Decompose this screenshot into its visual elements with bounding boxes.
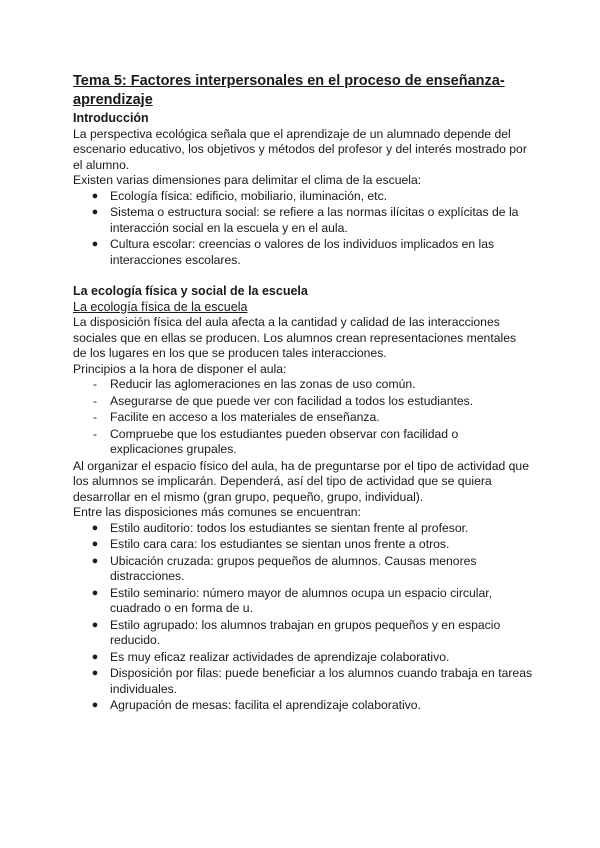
list-item-text: Estilo auditorio: todos los estudiantes se sientan frente al profesor. bbox=[110, 520, 469, 535]
dash-marker: - bbox=[92, 377, 98, 391]
list-item bbox=[73, 650, 533, 666]
list-item-text: Estilo cara cara: los estudiantes se sientan unos frente a otros. bbox=[110, 537, 450, 551]
dash-marker: - bbox=[92, 426, 98, 441]
arrangements-bullet-list bbox=[73, 521, 533, 714]
list-item bbox=[73, 427, 533, 458]
list-item-text: Asegurarse de que puede ver con facilidad a todos los estudiantes. bbox=[110, 393, 474, 408]
list-item-text: Estilo seminario: número mayor de alumnos ocupa un espacio circular, cuadrado o en forma de u. bbox=[110, 585, 493, 615]
intro-lead: Existen varias dimensiones para delimitar el clima de la escuela: bbox=[73, 173, 422, 187]
section-paragraph-1: La disposición física del aula afecta a la cantidad y calidad de las interacciones sociales que en ellas se producen. Los alumnos crean representaciones mentales de los lugares en los que se producen tales interacciones. bbox=[73, 315, 517, 360]
list-item bbox=[73, 618, 533, 649]
bullet-marker: ● bbox=[91, 206, 99, 218]
dash-marker: - bbox=[92, 393, 98, 408]
list-item bbox=[73, 666, 533, 697]
section-heading: La ecología física y social de la escuela bbox=[73, 284, 308, 298]
section-lead-1: Principios a la hora de disponer el aula: bbox=[73, 361, 287, 376]
bullet-marker: ● bbox=[91, 538, 99, 550]
bullet-marker: ● bbox=[91, 238, 99, 250]
list-item-text: Sistema o estructura social: se refiere a las normas ilícitas o explícitas de la interacción social en la escuela y en el aula. bbox=[110, 205, 519, 235]
list-item bbox=[73, 189, 533, 205]
list-item bbox=[73, 394, 533, 410]
bullet-marker: ● bbox=[91, 667, 99, 679]
list-item-text: Agrupación de mesas: facilita el aprendizaje colaborativo. bbox=[110, 698, 421, 712]
section-paragraph-2: Al organizar el espacio físico del aula, ha de preguntarse por el tipo de actividad que los alumnos se implicarán. Dependerá, así del tipo de actividad que se quiera desarrollar en el mismo (gran grupo, pequeño, grupo, individual). bbox=[73, 458, 529, 504]
document-title: Tema 5: Factores interpersonales en el proceso de enseñanza-aprendizaje bbox=[73, 73, 505, 108]
list-item bbox=[73, 377, 533, 393]
bullet-marker: ● bbox=[91, 554, 99, 567]
list-item-text: Reducir las aglomeraciones en las zonas de uso común. bbox=[110, 377, 416, 391]
list-item-text: Estilo agrupado: los alumnos trabajan en grupos pequeños y en espacio reducido. bbox=[110, 617, 501, 647]
intro-paragraph: La perspectiva ecológica señala que el aprendizaje de un alumnado depende del escenario educativo, los objetivos y métodos del profesor y del interés mostrado por el alumno. bbox=[73, 126, 527, 172]
list-item bbox=[73, 237, 533, 268]
list-item-text: Facilite en acceso a los materiales de enseñanza. bbox=[110, 410, 380, 424]
list-item-text: Ubicación cruzada: grupos pequeños de alumnos. Causas menores distracciones. bbox=[110, 553, 477, 583]
bullet-marker: ● bbox=[91, 699, 99, 711]
section-spacer bbox=[73, 269, 533, 284]
list-item bbox=[73, 410, 533, 426]
list-item bbox=[73, 205, 533, 236]
bullet-marker: ● bbox=[91, 586, 99, 599]
list-item bbox=[73, 586, 533, 617]
list-item-text: Es muy eficaz realizar actividades de aprendizaje colaborativo. bbox=[110, 649, 450, 664]
section-lead-2: Entre las disposiciones más comunes se encuentran: bbox=[73, 505, 361, 519]
section-subheading: La ecología física de la escuela bbox=[73, 299, 248, 314]
intro-heading: Introducción bbox=[73, 111, 149, 125]
list-item-text: Cultura escolar: creencias o valores de los individuos implicados en las interacciones escolares. bbox=[110, 237, 495, 267]
list-item-text: Disposición por filas: puede beneficiar a los alumnos cuando trabaja en tareas individuales. bbox=[110, 666, 533, 696]
bullet-marker: ● bbox=[91, 650, 99, 663]
bullet-marker: ● bbox=[91, 521, 99, 534]
dash-marker: - bbox=[92, 410, 98, 424]
list-item-text: Compruebe que los estudiantes pueden observar con facilidad o explicaciones grupales. bbox=[110, 426, 459, 456]
document-body bbox=[73, 72, 533, 715]
list-item bbox=[73, 521, 533, 537]
bullet-marker: ● bbox=[91, 189, 99, 202]
list-item bbox=[73, 537, 533, 553]
bullet-marker: ● bbox=[91, 618, 99, 631]
list-item bbox=[73, 554, 533, 585]
list-item bbox=[73, 698, 533, 714]
intro-bullet-list bbox=[73, 189, 533, 269]
list-item-text: Ecología física: edificio, mobiliario, iluminación, etc. bbox=[110, 188, 388, 203]
principles-dash-list bbox=[73, 377, 533, 458]
